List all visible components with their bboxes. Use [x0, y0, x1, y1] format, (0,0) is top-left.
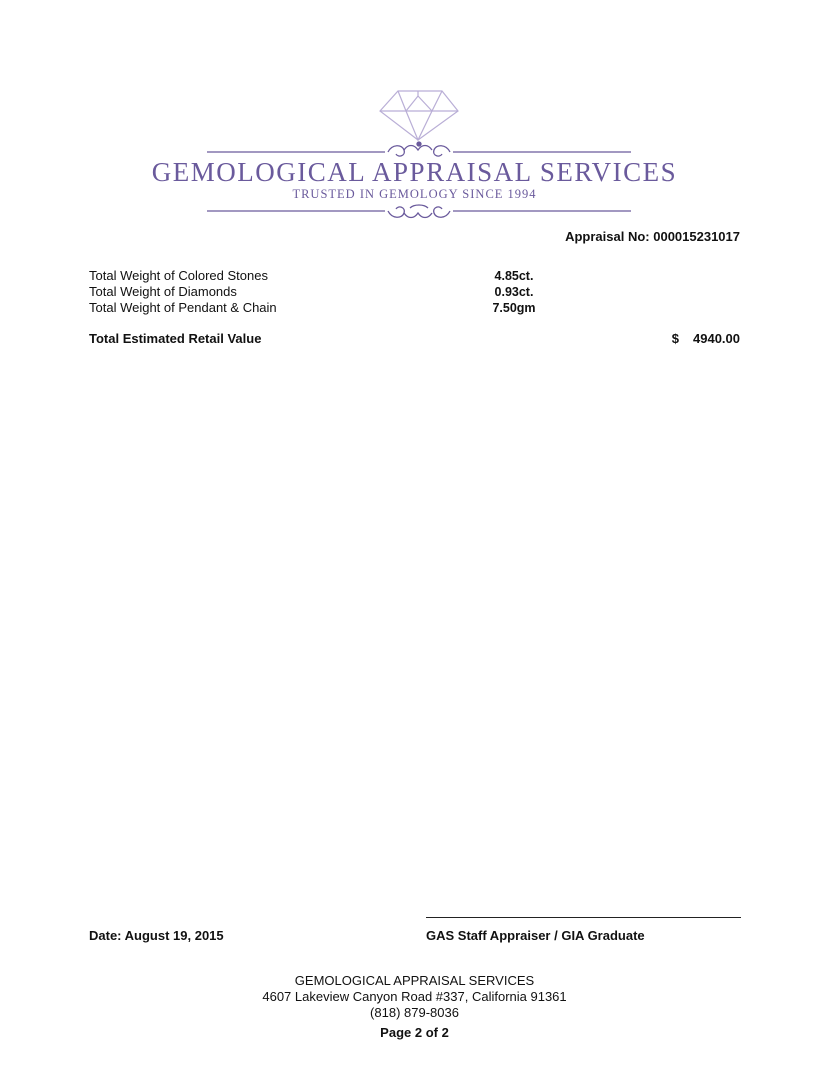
total-value-label: Total Estimated Retail Value: [89, 331, 262, 346]
footer-company: GEMOLOGICAL APPRAISAL SERVICES: [294, 973, 535, 988]
weight-row-colored-stones: [89, 268, 739, 284]
total-value: [672, 331, 740, 346]
weight-label: Total Weight of Pendant & Chain: [89, 300, 277, 315]
weights-table: [89, 268, 739, 316]
date-value: August 19, 2015: [124, 928, 224, 943]
weight-value: 0.93ct.: [494, 285, 534, 299]
signer-title: GAS Staff Appraiser / GIA Graduate: [426, 928, 645, 943]
footer-address: 4607 Lakeview Canyon Road #337, California 91361: [262, 989, 567, 1004]
appraisal-number: [565, 229, 740, 244]
company-logo-title: GEMOLOGICAL APPRAISAL SERVICES: [151, 157, 678, 187]
letterhead-logo: [0, 0, 829, 230]
weight-label: Total Weight of Diamonds: [89, 284, 237, 299]
signature-line: [426, 917, 741, 918]
footer-phone: (818) 879-8036: [370, 1005, 459, 1020]
weight-row-diamonds: [89, 284, 739, 300]
page-footer: [0, 973, 829, 1041]
page-number: Page 2 of 2: [380, 1025, 449, 1040]
bottom-flourish: [207, 205, 631, 218]
company-tagline: TRUSTED IN GEMOLOGY SINCE 1994: [292, 187, 537, 201]
currency-symbol: $: [671, 331, 679, 346]
total-value-amount: 4940.00: [693, 331, 740, 346]
weight-value: 7.50gm: [492, 301, 536, 315]
weight-value: 4.85ct.: [494, 269, 534, 283]
date-label: Date:: [89, 928, 122, 943]
diamond-icon: [380, 91, 458, 140]
weight-label: Total Weight of Colored Stones: [89, 268, 268, 283]
appraisal-number-label: Appraisal No:: [565, 229, 650, 244]
appraisal-date: [89, 928, 224, 943]
top-flourish: [207, 142, 631, 156]
appraisal-number-value: 000015231017: [653, 229, 740, 244]
weight-row-pendant-chain: [89, 300, 739, 316]
